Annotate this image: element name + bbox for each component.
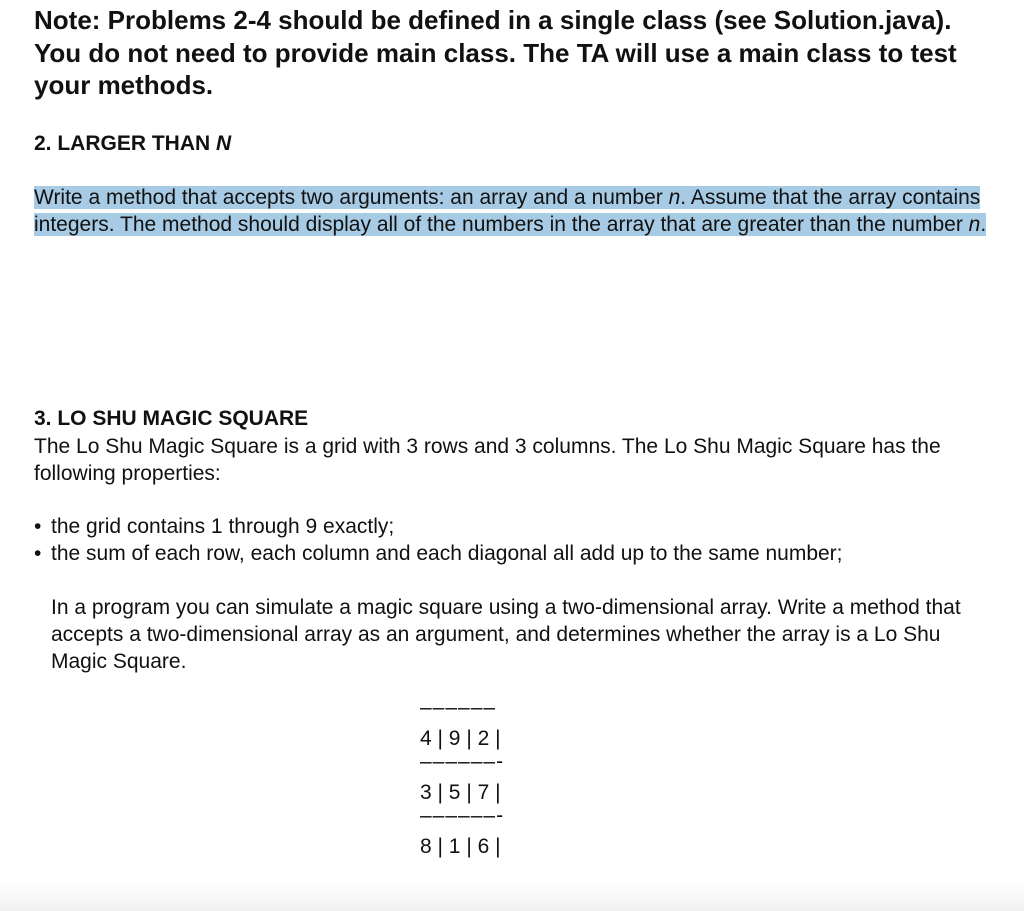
properties-list: [34, 513, 843, 567]
magic-square-figure: [420, 698, 560, 860]
problem-2-heading-variable: N: [216, 132, 232, 155]
list-item-text: the sum of each row, each column and each diagonal all add up to the same number;: [51, 542, 843, 565]
problem-3-body: In a program you can simulate a magic square using a two-dimensional array. Write a method that accepts a two-dimensional array as an argument, and determines whether the array is a Lo Shu Magic Square.: [51, 596, 961, 673]
square-separator-1: ––––––-: [420, 750, 505, 773]
bullet-icon: •: [34, 515, 42, 538]
square-row-2: 3 | 5 | 7 |: [420, 781, 501, 804]
problem-2-heading: [34, 130, 231, 158]
square-separator-2: ––––––-: [420, 804, 505, 827]
square-top-border: ––––––: [420, 696, 497, 719]
problem-3-intro: The Lo Shu Magic Square is a grid with 3 rows and 3 columns. The Lo Shu Magic Square has the following properties:: [34, 435, 941, 485]
problem-2-heading-text: 2. LARGER THAN: [34, 132, 217, 155]
problem-2-description[interactable]: [34, 184, 994, 238]
square-row-3: 8 | 1 | 6 |: [420, 835, 501, 858]
list-item-text: the grid contains 1 through 9 exactly;: [51, 515, 395, 538]
square-row-1: 4 | 9 | 2 |: [420, 727, 501, 750]
description-part-c: .: [980, 213, 987, 236]
problem-3-heading: 3. LO SHU MAGIC SQUARE: [34, 407, 309, 430]
list-item: [34, 513, 843, 540]
bullet-icon: •: [34, 542, 42, 565]
description-part-a: Write a method that accepts two arguments: an array and a number: [34, 186, 669, 209]
description-part-b: . Assume that the array contains integers. The method should display all of the numbers in the array that are greater than the number: [34, 186, 981, 236]
variable-n: n: [668, 186, 681, 209]
variable-n-2: n: [968, 213, 981, 236]
page-bottom-edge: [0, 880, 1024, 911]
list-item: [34, 540, 843, 567]
note-paragraph: Note: Problems 2-4 should be defined in a single class (see Solution.java). You do not need to provide main class. The TA will use a main class to test your methods.: [34, 5, 957, 100]
selected-text[interactable]: [34, 186, 986, 236]
